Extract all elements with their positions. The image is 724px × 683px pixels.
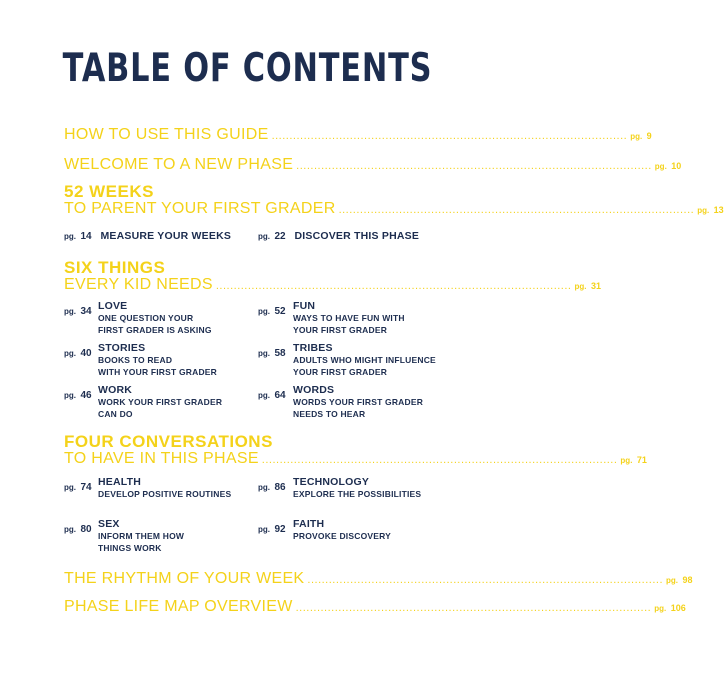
- page-number: 92: [274, 524, 286, 535]
- entry-subtitle-line: YOUR FIRST GRADER: [293, 367, 388, 377]
- page-number: 52: [274, 306, 286, 317]
- entry-subtitle-line: WORDS YOUR FIRST GRADER: [293, 397, 424, 407]
- entry-subtitle-line: PROVOKE DISCOVERY: [293, 531, 392, 541]
- entry-sex[interactable]: [64, 518, 254, 558]
- leader-dots: ....................................................................................................: [261, 454, 618, 466]
- page-number: 106: [670, 603, 686, 613]
- page-number: 40: [80, 348, 92, 359]
- entry-technology[interactable]: [258, 476, 458, 506]
- page-number: 34: [80, 306, 92, 317]
- entry-discover-this-phase[interactable]: [258, 226, 419, 244]
- entry-subtitle-line: YOUR FIRST GRADER: [293, 325, 388, 335]
- page-prefix: pg.: [64, 483, 76, 492]
- page-number: 58: [274, 348, 286, 359]
- toc-row-phase-life-map[interactable]: [64, 598, 686, 616]
- entry-subtitle-line: FIRST GRADER IS ASKING: [98, 325, 212, 335]
- leader-dots: ....................................................................................................: [296, 160, 652, 172]
- page-prefix: pg.: [620, 456, 633, 465]
- entry-subtitle-line: WAYS TO HAVE FUN WITH: [293, 313, 405, 323]
- page-number: 9: [646, 131, 652, 141]
- section-subheading: EVERY KID NEEDS: [64, 276, 213, 293]
- toc-row-52-weeks[interactable]: [64, 200, 724, 218]
- toc-row-six-things[interactable]: [64, 276, 601, 294]
- entry-subtitle-line: ADULTS WHO MIGHT INFLUENCE: [293, 355, 436, 365]
- page-number: 31: [590, 281, 601, 291]
- toc-row-welcome[interactable]: [64, 156, 682, 174]
- page-prefix: pg.: [697, 206, 710, 215]
- toc-row-label: WELCOME TO A NEW PHASE: [64, 156, 294, 173]
- entry-title: FUN: [293, 300, 316, 312]
- entry-title: TRIBES: [293, 342, 333, 354]
- page-prefix: pg.: [258, 483, 270, 492]
- entry-title: TECHNOLOGY: [293, 476, 370, 488]
- entry-title: DISCOVER THIS PHASE: [294, 230, 420, 242]
- entry-subtitle-line: THINGS WORK: [98, 543, 162, 553]
- page-prefix: pg.: [574, 282, 587, 291]
- page-number: 74: [80, 482, 92, 493]
- page-prefix: pg.: [64, 525, 76, 534]
- toc-row-rhythm-of-your-week[interactable]: [64, 570, 693, 588]
- page-number: 13: [713, 205, 724, 215]
- entry-work[interactable]: [64, 384, 254, 424]
- page-prefix: pg.: [258, 349, 270, 358]
- entry-measure-your-weeks[interactable]: [64, 226, 231, 244]
- entry-title: WORK: [98, 384, 133, 396]
- toc-row-label: THE RHYTHM OF YOUR WEEK: [64, 570, 305, 587]
- entry-faith[interactable]: [258, 518, 458, 548]
- entry-title: MEASURE YOUR WEEKS: [100, 230, 232, 242]
- page-number: 10: [671, 161, 682, 171]
- section-subheading: TO PARENT YOUR FIRST GRADER: [64, 200, 336, 217]
- page-prefix: pg.: [654, 162, 667, 171]
- page-number: 86: [274, 482, 286, 493]
- section-heading-52-weeks: 52 WEEKS: [64, 182, 154, 201]
- entry-fun[interactable]: [258, 300, 458, 340]
- entry-title: STORIES: [98, 342, 146, 354]
- page-title: TABLE OF CONTENTS: [62, 46, 433, 91]
- page-number: 64: [274, 390, 286, 401]
- entry-subtitle-line: WORK YOUR FIRST GRADER: [98, 397, 223, 407]
- entry-subtitle-line: INFORM THEM HOW: [98, 531, 185, 541]
- page-number: 98: [682, 575, 693, 585]
- entry-subtitle-line: NEEDS TO HEAR: [293, 409, 366, 419]
- entry-love[interactable]: [64, 300, 254, 340]
- section-subheading: TO HAVE IN THIS PHASE: [64, 450, 259, 467]
- leader-dots: ....................................................................................................: [271, 130, 628, 142]
- toc-row-label: PHASE LIFE MAP OVERVIEW: [64, 598, 293, 615]
- entry-subtitle-line: CAN DO: [98, 409, 133, 419]
- leader-dots: ....................................................................................................: [307, 574, 664, 586]
- entry-tribes[interactable]: [258, 342, 458, 382]
- page-prefix: pg.: [64, 307, 76, 316]
- page-number: 14: [80, 231, 92, 242]
- entry-health[interactable]: [64, 476, 254, 506]
- entry-subtitle-line: ONE QUESTION YOUR: [98, 313, 194, 323]
- page-prefix: pg.: [654, 604, 667, 613]
- page-prefix: pg.: [258, 307, 270, 316]
- leader-dots: ....................................................................................................: [338, 204, 695, 216]
- entry-title: SEX: [98, 518, 120, 530]
- page-prefix: pg.: [666, 576, 679, 585]
- entry-words[interactable]: [258, 384, 458, 424]
- section-heading-six-things: SIX THINGS: [64, 258, 166, 277]
- entry-subtitle-line: DEVELOP POSITIVE ROUTINES: [98, 489, 232, 499]
- section-heading-four-conversations: FOUR CONVERSATIONS: [64, 432, 273, 451]
- page-prefix: pg.: [64, 349, 76, 358]
- page-prefix: pg.: [64, 232, 76, 241]
- entry-stories[interactable]: [64, 342, 254, 382]
- entry-title: FAITH: [293, 518, 325, 530]
- page-prefix: pg.: [258, 525, 270, 534]
- leader-dots: ....................................................................................................: [295, 602, 652, 614]
- page-number: 71: [636, 455, 647, 465]
- toc-row-how-to-use[interactable]: [64, 126, 652, 144]
- page-prefix: pg.: [630, 132, 643, 141]
- page-number: 22: [274, 231, 286, 242]
- entry-title: LOVE: [98, 300, 128, 312]
- page-prefix: pg.: [64, 391, 76, 400]
- page-number: 80: [80, 524, 92, 535]
- entry-subtitle-line: EXPLORE THE POSSIBILITIES: [293, 489, 422, 499]
- toc-row-four-conversations[interactable]: [64, 450, 647, 468]
- page-number: 46: [80, 390, 92, 401]
- entry-title: HEALTH: [98, 476, 142, 488]
- toc-row-label: HOW TO USE THIS GUIDE: [64, 126, 269, 143]
- leader-dots: ....................................................................................................: [215, 280, 572, 292]
- page-prefix: pg.: [258, 232, 270, 241]
- page-prefix: pg.: [258, 391, 270, 400]
- entry-subtitle-line: BOOKS TO READ: [98, 355, 173, 365]
- entry-title: WORDS: [293, 384, 335, 396]
- entry-subtitle-line: WITH YOUR FIRST GRADER: [98, 367, 217, 377]
